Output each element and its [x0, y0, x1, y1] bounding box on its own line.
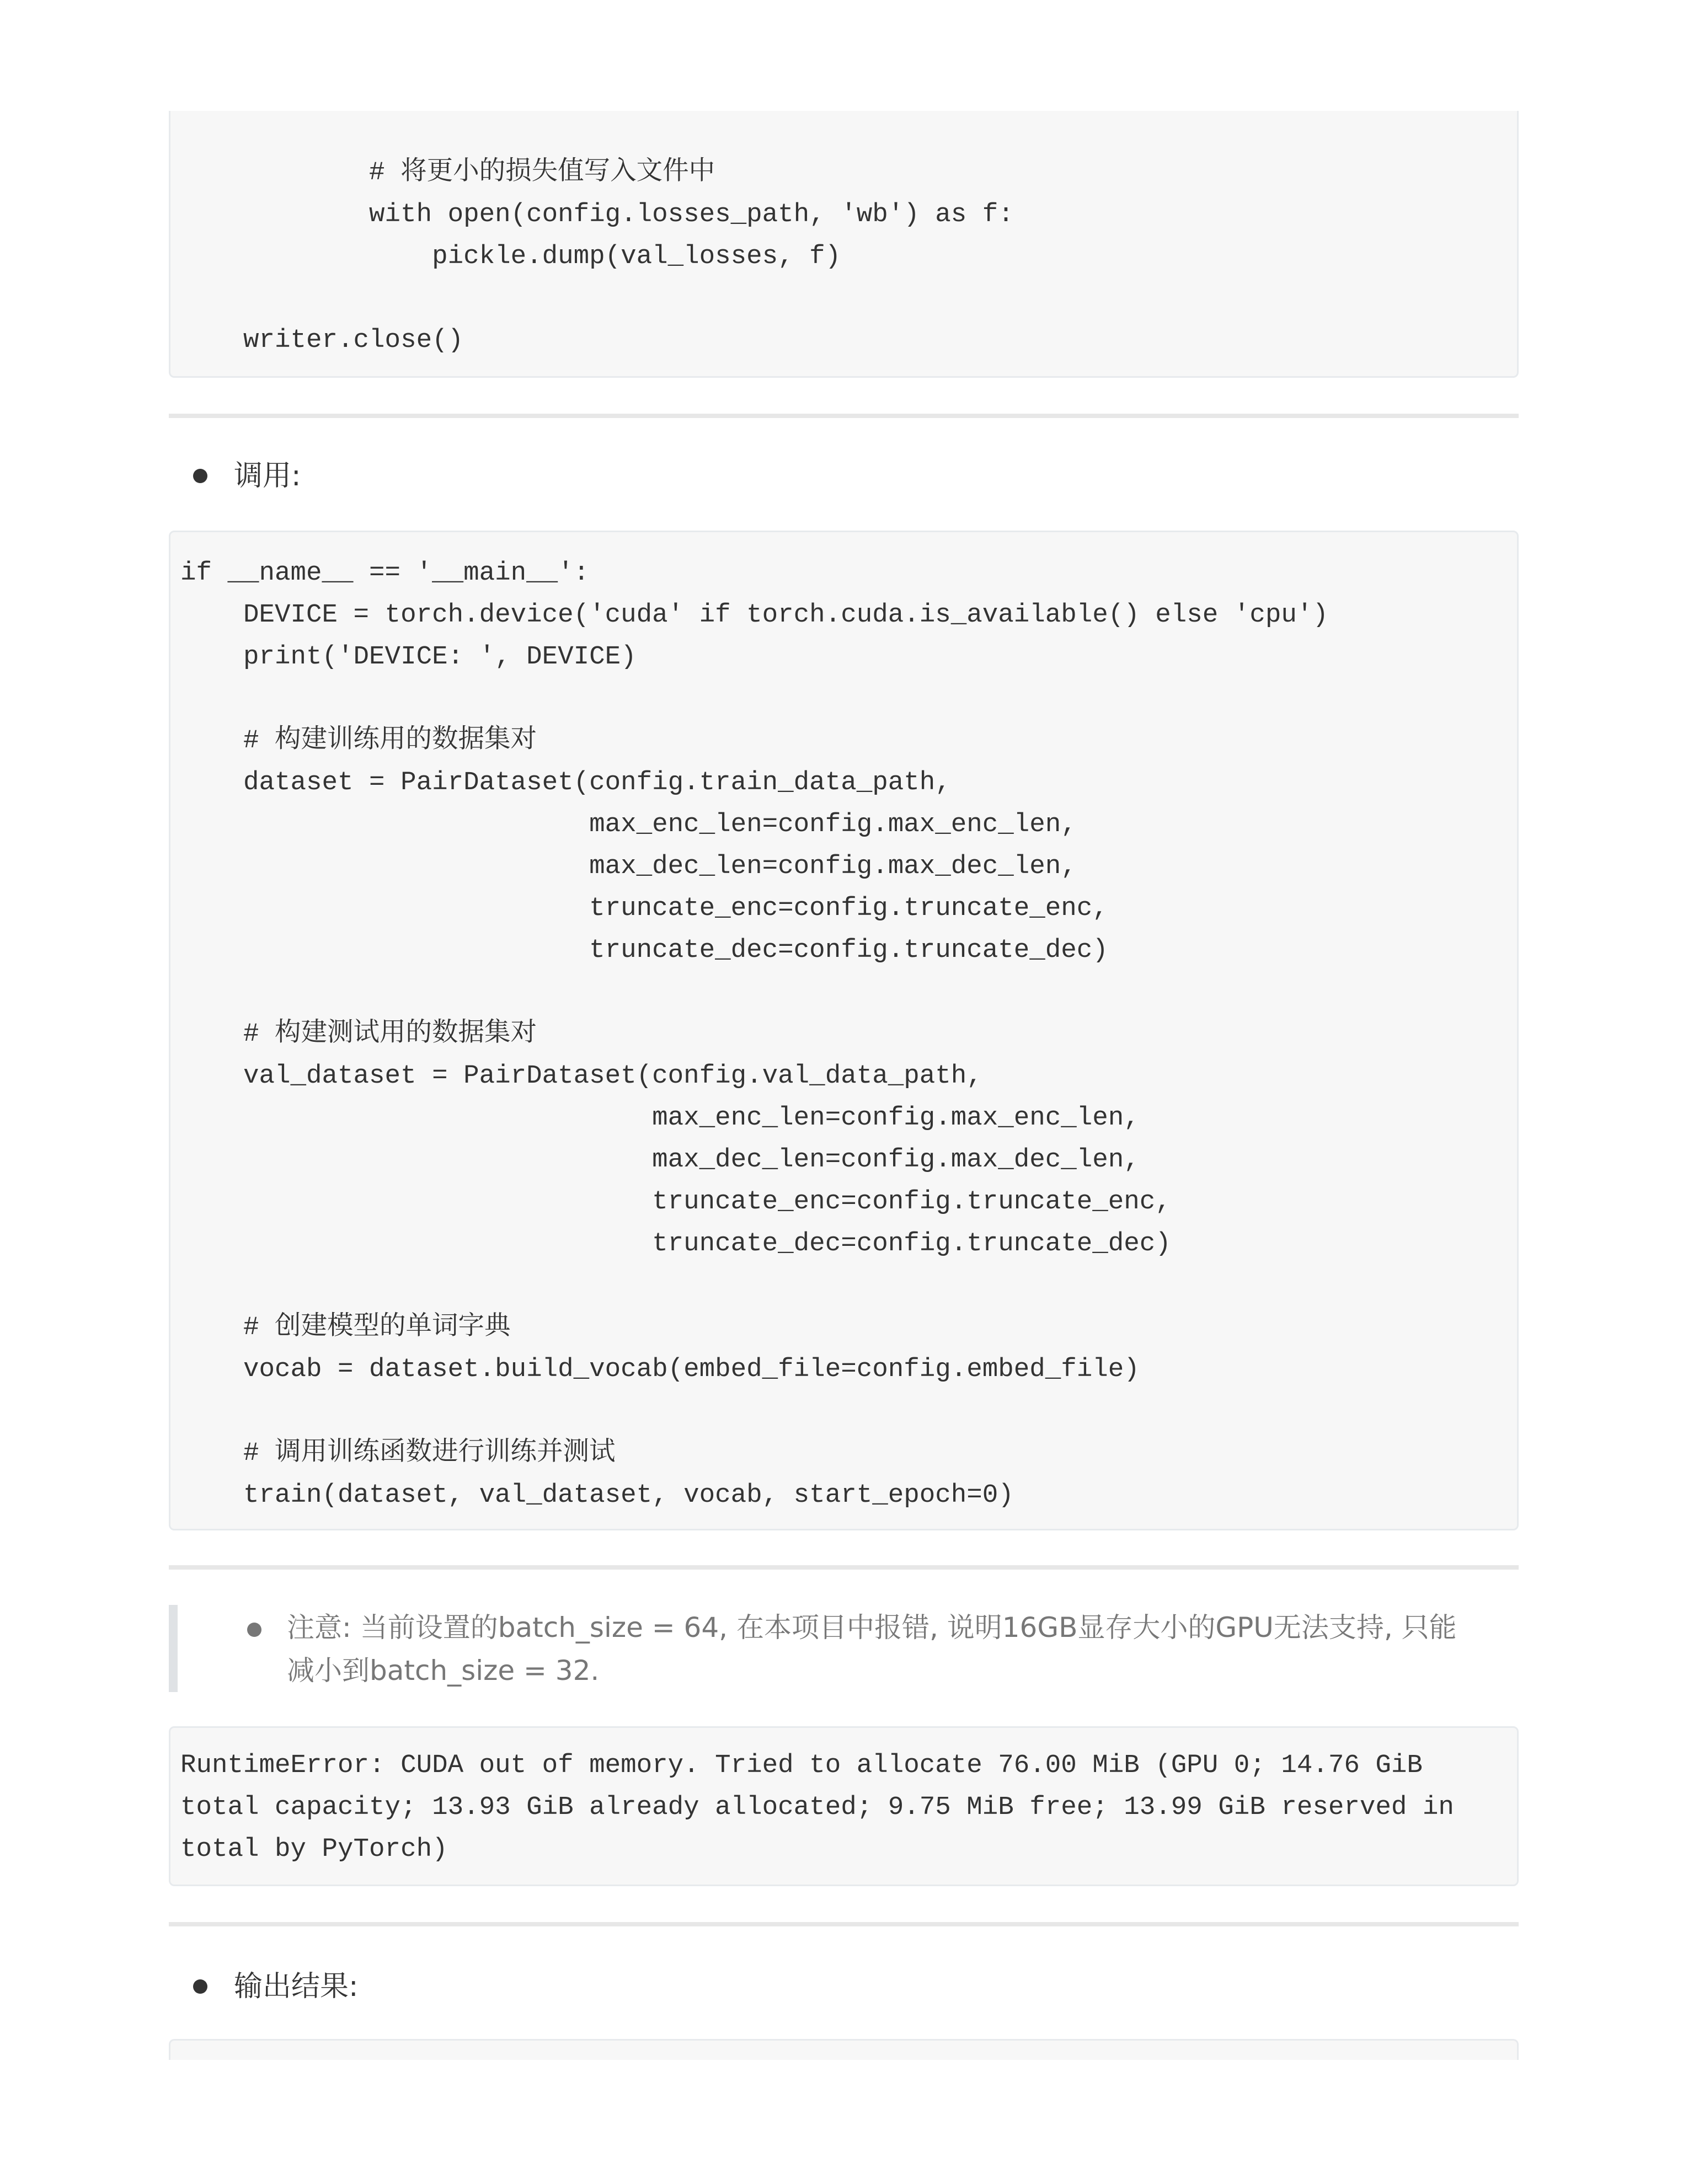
code-line: # 创建模型的单词字典 — [180, 1313, 511, 1342]
bullet-dot-icon — [247, 1623, 261, 1637]
code-block-output-result — [169, 2039, 1519, 2060]
bullet-label: 输出结果: — [234, 1970, 359, 2003]
code-line: if __name__ == '__main__': — [180, 558, 590, 588]
note-text: 注意: 当前设置的batch_size = 64, 在本项目中报错, 说明16GB显存大小的GPU无法支持, 只能减小到batch_size = 32. — [287, 1612, 1457, 1687]
code-line: dataset = PairDataset(config.train_data_path, — [180, 768, 951, 797]
code-line: train(dataset, val_dataset, vocab, start_epoch=0) — [180, 1480, 1014, 1510]
bullet-dot-icon — [193, 1979, 207, 1994]
code-content — [170, 532, 1517, 1516]
code-line: pickle.dump(val_losses, f) — [180, 242, 841, 271]
code-line: truncate_enc=config.truncate_enc, — [180, 1187, 1171, 1217]
code-line — [180, 1265, 1507, 1307]
code-line: # 构建测试用的数据集对 — [180, 1019, 537, 1049]
horizontal-rule — [169, 1565, 1519, 1570]
code-line: max_dec_len=config.max_dec_len, — [180, 1145, 1140, 1175]
code-block-error-output — [169, 1726, 1519, 1886]
code-line: DEVICE = torch.device('cuda' if torch.cuda.is_available() else 'cpu') — [180, 600, 1328, 630]
code-line: vocab = dataset.build_vocab(embed_file=config.embed_file) — [180, 1355, 1140, 1384]
code-line: max_enc_len=config.max_enc_len, — [180, 1103, 1140, 1133]
bullet-dot-icon — [193, 469, 207, 483]
code-line: writer.close() — [180, 325, 464, 355]
error-text: RuntimeError: CUDA out of memory. Tried to allocate 76.00 MiB (GPU 0; 14.76 GiB total capacity; 13.93 GiB already allocated; 9.75 MiB free; 13.99 GiB reserved in total by PyTorch) — [180, 1751, 1470, 1864]
horizontal-rule — [169, 1922, 1519, 1926]
code-line — [180, 1390, 1507, 1432]
code-block-training-loop-end — [169, 111, 1519, 378]
code-line: truncate_dec=config.truncate_dec) — [180, 1229, 1171, 1259]
code-line: truncate_enc=config.truncate_enc, — [180, 893, 1108, 923]
code-line: # 构建训练用的数据集对 — [180, 726, 537, 756]
note-list-item — [247, 1606, 1461, 1692]
code-line — [180, 277, 1507, 319]
note-blockquote — [169, 1605, 1519, 1692]
bullet-item-invoke — [193, 455, 301, 497]
code-block-main — [169, 531, 1519, 1530]
horizontal-rule — [169, 414, 1519, 418]
code-line: # 将更小的损失值写入文件中 — [180, 158, 715, 188]
code-line: max_enc_len=config.max_enc_len, — [180, 810, 1077, 839]
code-line — [180, 678, 1507, 720]
bullet-label: 调用: — [234, 459, 301, 493]
code-line: truncate_dec=config.truncate_dec) — [180, 935, 1108, 965]
code-line — [180, 971, 1507, 1013]
code-line: val_dataset = PairDataset(config.val_data_path, — [180, 1061, 982, 1091]
code-line: # 调用训练函数进行训练并测试 — [180, 1438, 616, 1468]
bullet-item-output-result — [193, 1966, 359, 2008]
code-line: max_dec_len=config.max_dec_len, — [180, 852, 1077, 881]
code-content — [170, 111, 1517, 361]
code-line: print('DEVICE: ', DEVICE) — [180, 642, 637, 672]
code-line: with open(config.losses_path, 'wb') as f: — [180, 200, 1014, 229]
